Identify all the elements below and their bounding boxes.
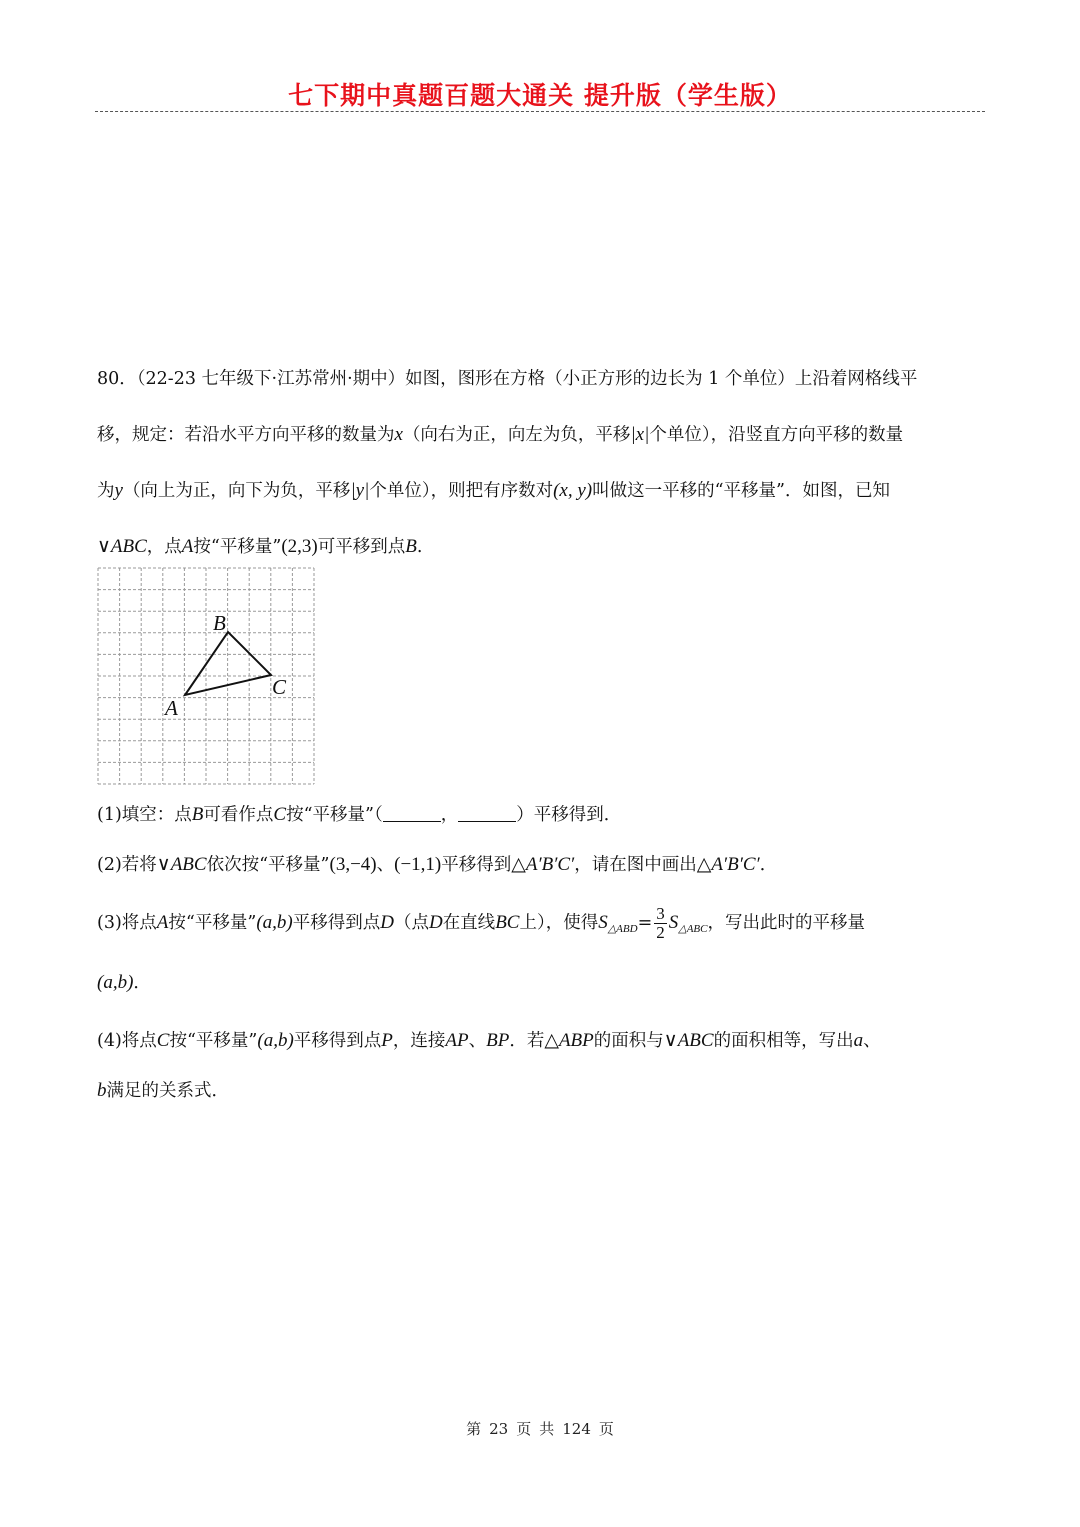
fraction-3-2 <box>654 905 667 942</box>
var-x: x <box>394 424 403 445</box>
segment-bp: BP <box>486 1030 510 1051</box>
area-s-abd-sub: △ABD <box>607 923 638 935</box>
q-text: ，写出此时的平移量 <box>707 913 865 933</box>
header-divider <box>95 111 985 112</box>
subquestion-3-cont <box>97 958 985 1008</box>
footer-prefix: 第 <box>466 1420 482 1438</box>
problem-text: 个单位），则把有序数对 <box>369 481 554 501</box>
q-text: ． <box>759 855 778 875</box>
subquestion-4 <box>97 1016 985 1066</box>
q-text: 在直线 <box>442 913 496 933</box>
subquestion-4-cont <box>97 1066 985 1116</box>
problem-line-2 <box>97 407 985 463</box>
vector-a-b: (a,b) <box>256 912 293 933</box>
q-text: ）平移得到． <box>516 805 622 825</box>
footer-mid1: 页 <box>516 1420 532 1438</box>
dot: ． <box>119 369 137 389</box>
point-c: C <box>273 804 287 825</box>
q-text: (3)将点 <box>97 913 157 933</box>
fraction-denominator: 2 <box>656 923 665 942</box>
q-text: ．若 <box>509 1031 545 1051</box>
point-c: C <box>156 1030 170 1051</box>
q-text: 、 <box>468 1031 487 1051</box>
subquestions <box>97 790 985 1116</box>
fraction-numerator: 3 <box>656 904 665 923</box>
figure-label-a: A <box>165 696 178 720</box>
q-text: ， <box>440 805 459 825</box>
equals-sign: = <box>637 913 653 933</box>
problem-text: 叫做这一平移的“平移量”．如图，已知 <box>592 481 891 501</box>
q-text: 平移得到点 <box>293 1031 382 1051</box>
triangle-abc: ∨ABC <box>97 536 147 557</box>
footer-total-pages: 124 <box>562 1420 591 1438</box>
q-text: ，请在图中画出 <box>574 855 697 875</box>
problem-text: 为 <box>97 481 115 501</box>
q-text: 、 <box>376 855 395 875</box>
triangle-abc: ∨ABC <box>663 1030 714 1051</box>
vector-a-b: (a,b) <box>257 1030 294 1051</box>
triangle-prime: △A′B′C′ <box>696 854 760 875</box>
q-text: (4)将点 <box>97 1031 157 1051</box>
footer-suffix: 页 <box>598 1420 614 1438</box>
area-s-abd: S <box>598 912 608 933</box>
vector-m1-1: (−1,1) <box>394 854 442 875</box>
point-a: A <box>156 912 169 933</box>
vector-3-m4: (3,−4) <box>329 854 377 875</box>
page-footer <box>0 1418 1080 1439</box>
q-text: 的面积与 <box>593 1031 664 1051</box>
problem-text: （向右为正，向左为负，平移 <box>402 425 631 445</box>
point-b: B <box>405 536 417 557</box>
q-text: 按“平移量” <box>168 913 257 933</box>
area-s-abc-sub: △ABC <box>678 923 708 935</box>
q-text: （点 <box>393 913 429 933</box>
q-text: 、 <box>863 1031 881 1051</box>
var-y: y <box>114 480 123 501</box>
problem-statement <box>97 352 985 575</box>
q-text: 按“平移量”（ <box>286 805 383 825</box>
subquestion-3 <box>97 898 985 954</box>
q-text: 依次按“平移量” <box>206 855 330 875</box>
area-s-abc: S <box>668 912 679 933</box>
footer-current-page: 23 <box>489 1420 509 1438</box>
problem-text: 按“平移量” <box>193 537 282 557</box>
problem-line-1 <box>97 352 985 407</box>
q-text: 的面积相等，写出 <box>713 1031 854 1051</box>
problem-line-3 <box>97 463 985 519</box>
problem-text: 移，规定：若沿水平方向平移的数量为 <box>97 425 395 445</box>
pair-xy: (x, y) <box>553 480 593 501</box>
q-text: 可看作点 <box>203 805 274 825</box>
abs-y: |y| <box>350 480 370 501</box>
answer-blank-1[interactable] <box>383 805 441 822</box>
period: . <box>416 537 423 557</box>
problem-number: 80 <box>97 369 120 389</box>
q-text: ，连接 <box>392 1031 446 1051</box>
point-d: D <box>380 912 394 933</box>
problem-text: ，点 <box>146 537 182 557</box>
triangle-prime: △A′B′C′ <box>511 854 575 875</box>
problem-text: 可平移到点 <box>317 537 406 557</box>
var-b: b <box>97 1080 107 1101</box>
figure-label-c: C <box>272 675 287 699</box>
q-text: (2)若将 <box>97 855 157 875</box>
line-bc: BC <box>495 912 520 933</box>
answer-blank-2[interactable] <box>458 805 516 822</box>
q-text: 平移得到点 <box>292 913 381 933</box>
point-a: A <box>181 536 194 557</box>
q-text: 上），使得 <box>519 913 599 933</box>
triangle-abc: ∨ABC <box>156 854 207 875</box>
point-b: B <box>191 804 204 825</box>
grid-svg <box>97 567 317 785</box>
subquestion-2 <box>97 840 985 890</box>
segment-ap: AP <box>445 1030 469 1051</box>
problem-text: 个单位），沿竖直方向平移的数量 <box>649 425 904 445</box>
q-text: ． <box>133 973 151 993</box>
abs-x: |x| <box>630 424 650 445</box>
problem-text: 如图，图形在方格（小正方形的边长为 1 个单位）上沿着网格线平 <box>405 369 918 389</box>
var-a: a <box>853 1030 864 1051</box>
grid-figure <box>97 567 317 785</box>
point-p: P <box>381 1030 393 1051</box>
vector-a-b: (a,b) <box>97 972 134 993</box>
q-text: (1)填空：点 <box>97 805 192 825</box>
q-text: 满足的关系式． <box>106 1081 229 1101</box>
figure-label-b: B <box>213 611 226 635</box>
problem-source: （22-23 七年级下·江苏常州·期中） <box>136 369 406 389</box>
triangle-abp: △ABP <box>544 1030 594 1051</box>
q-text: 按“平移量” <box>169 1031 258 1051</box>
q-text: 平移得到 <box>441 855 512 875</box>
footer-mid2: 共 <box>539 1420 555 1438</box>
vector-2-3: (2,3) <box>281 536 318 557</box>
subquestion-1 <box>97 790 985 840</box>
problem-text: （向上为正，向下为负，平移 <box>122 481 351 501</box>
page-header-title: 七下期中真题百题大通关 提升版（学生版） <box>288 81 792 110</box>
point-d: D <box>428 912 443 933</box>
